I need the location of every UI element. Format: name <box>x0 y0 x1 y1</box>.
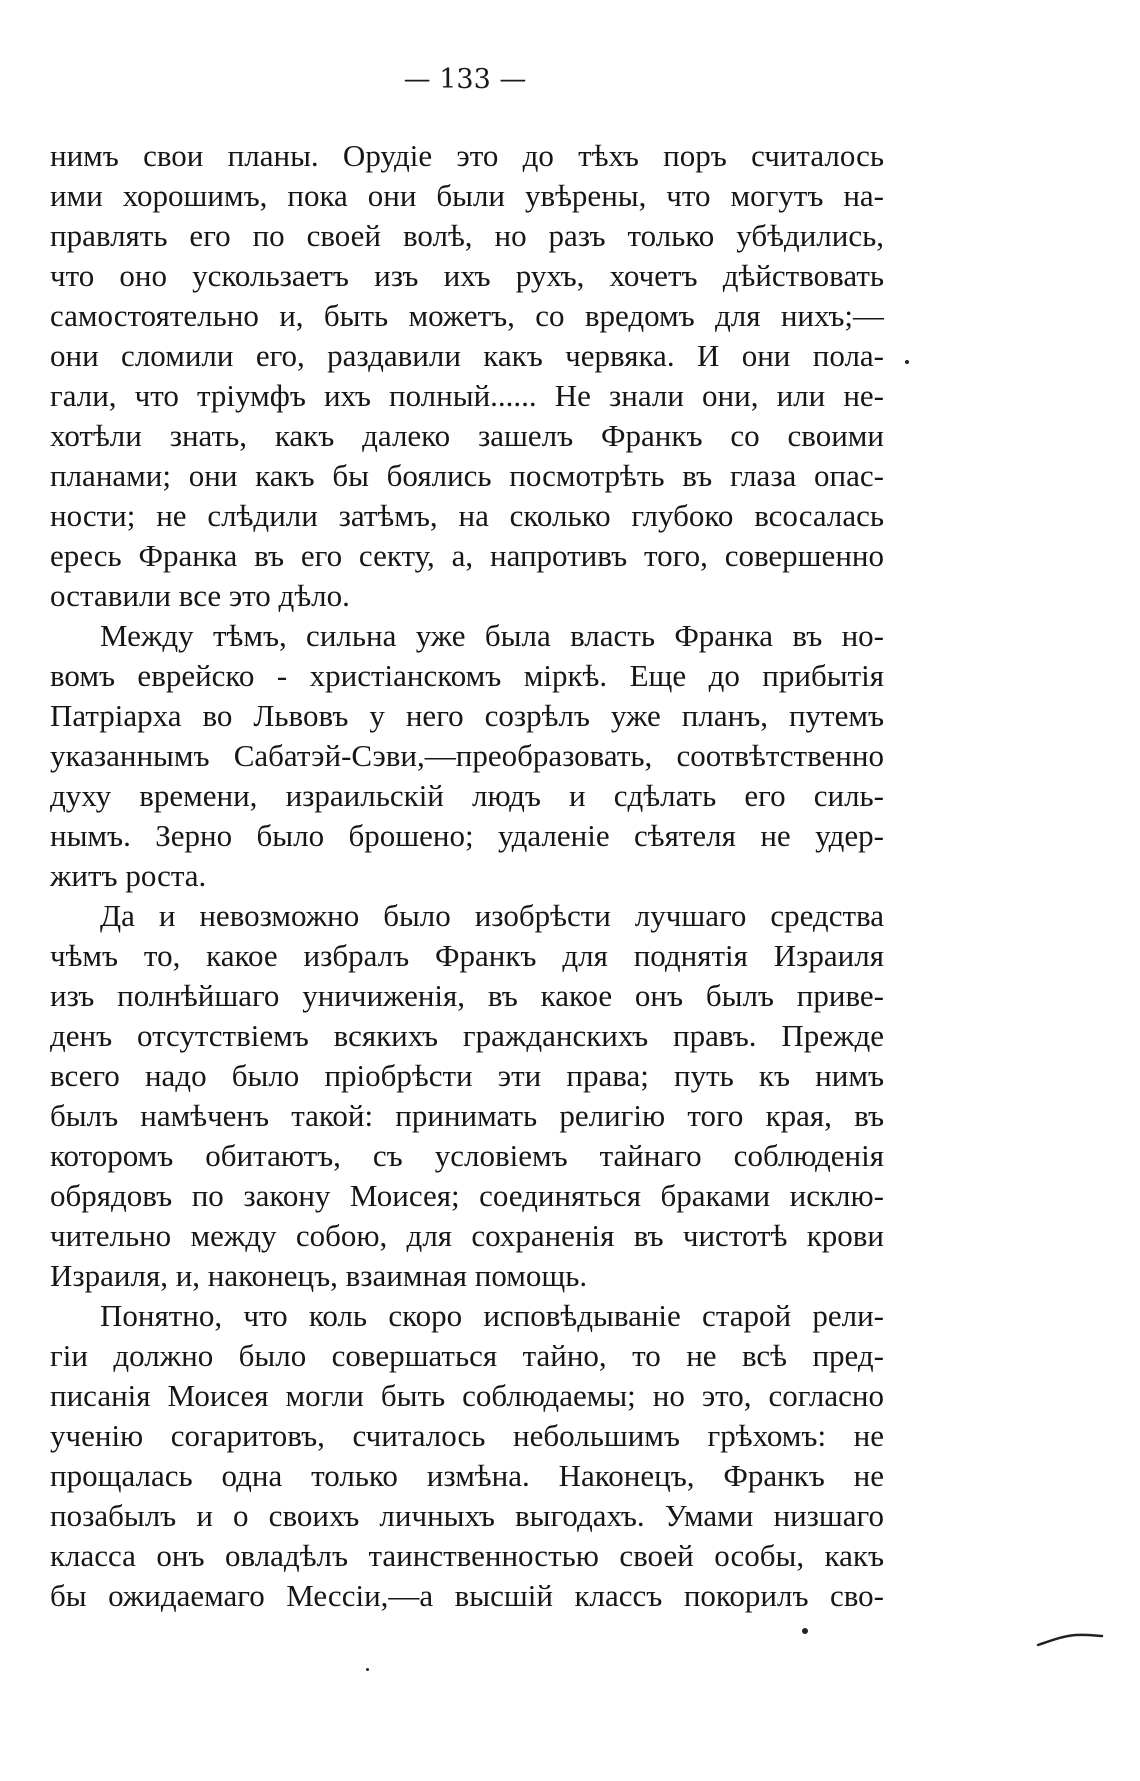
text-line: всего надо было пріобрѣсти эти права; путь къ нимъ <box>50 1058 884 1093</box>
text-line: правлять его по своей волѣ, но разъ только убѣдились, <box>50 218 884 253</box>
body-text <box>50 136 884 1616</box>
text-line: изъ полнѣйшаго уничиженія, въ какое онъ былъ приве- <box>50 978 884 1013</box>
text-line: которомъ обитаютъ, съ условіемъ тайнаго соблюденія <box>50 1138 884 1173</box>
text-line: духу времени, израильскій людъ и сдѣлать его силь- <box>50 778 884 813</box>
paragraph-2 <box>50 616 884 896</box>
paragraph-1 <box>50 136 884 616</box>
text-line: класса онъ овладѣлъ таинственностью своей особы, какъ <box>50 1538 884 1573</box>
text-line: ими хорошимъ, пока они были увѣрены, что могутъ на- <box>50 178 884 213</box>
text-line: ересь Франка въ его секту, а, напротивъ того, совершенно <box>50 538 884 573</box>
text-line: чѣмъ то, какое избралъ Франкъ для поднятія Израиля <box>50 938 884 973</box>
text-line: денъ отсутствіемъ всякихъ гражданскихъ правъ. Прежде <box>50 1018 884 1053</box>
text-line: Между тѣмъ, сильна уже была власть Франка въ но- <box>100 618 884 653</box>
text-line: гали, что тріумфъ ихъ полный...... Не знали они, или не- <box>50 378 884 413</box>
text-line: Понятно, что коль скоро исповѣдываніе старой рели- <box>100 1298 884 1333</box>
ink-speck <box>802 1628 808 1634</box>
text-line: они сломили его, раздавили какъ червяка. И они пола- <box>50 338 884 373</box>
text-line: указаннымъ Сабатэй-Сэви,—преобразовать, соотвѣтственно <box>50 738 884 773</box>
text-line: Патріарха во Львовъ у него созрѣлъ уже планъ, путемъ <box>50 698 884 733</box>
text-line: планами; они какъ бы боялись посмотрѣть въ глаза опас- <box>50 458 884 493</box>
text-line: оставили все это дѣло. <box>50 578 350 613</box>
text-line: ученію согаритовъ, считалось небольшимъ грѣхомъ: не <box>50 1418 884 1453</box>
text-line: Израиля, и, наконецъ, взаимная помощь. <box>50 1258 588 1293</box>
text-line: ности; не слѣдили затѣмъ, на сколько глубоко всосалась <box>50 498 884 533</box>
text-line: чительно между собою, для сохраненія въ чистотѣ крови <box>50 1218 884 1253</box>
page-number: — 133 — <box>403 64 527 95</box>
text-line: гіи должно было совершаться тайно, то не всѣ пред- <box>50 1338 884 1373</box>
text-line: нимъ свои планы. Орудіе это до тѣхъ поръ считалось <box>50 138 884 173</box>
text-line: нымъ. Зерно было брошено; удаленіе сѣятеля не удер- <box>50 818 884 853</box>
text-line: былъ намѣченъ такой: принимать религію того края, въ <box>50 1098 884 1133</box>
ink-speck <box>905 360 909 364</box>
text-line: бы ожидаемаго Мессіи,—а высшій классъ покорилъ сво- <box>50 1578 884 1613</box>
text-line: что оно ускользаетъ изъ ихъ рухъ, хочетъ дѣйствовать <box>50 258 884 293</box>
text-line: позабылъ и о своихъ личныхъ выгодахъ. Умами низшаго <box>50 1498 884 1533</box>
text-line: самостоятельно и, быть можетъ, со вредомъ для нихъ;— <box>50 298 884 333</box>
text-line: хотѣли знать, какъ далеко зашелъ Франкъ со своими <box>50 418 884 453</box>
text-line: вомъ еврейско - христіанскомъ міркѣ. Еще до прибытія <box>50 658 884 693</box>
paragraph-3 <box>50 896 884 1296</box>
text-line: обрядовъ по закону Моисея; соединяться браками исклю- <box>50 1178 884 1213</box>
pen-stroke-mark <box>1036 1633 1104 1647</box>
text-line: Да и невозможно было изобрѣсти лучшаго средства <box>100 898 884 933</box>
ink-speck <box>366 1668 369 1671</box>
text-line: житъ роста. <box>50 858 207 893</box>
paragraph-4 <box>50 1296 884 1616</box>
text-line: писанія Моисея могли быть соблюдаемы; но это, согласно <box>50 1378 884 1413</box>
text-line: прощалась одна только измѣна. Наконецъ, Франкъ не <box>50 1458 884 1493</box>
